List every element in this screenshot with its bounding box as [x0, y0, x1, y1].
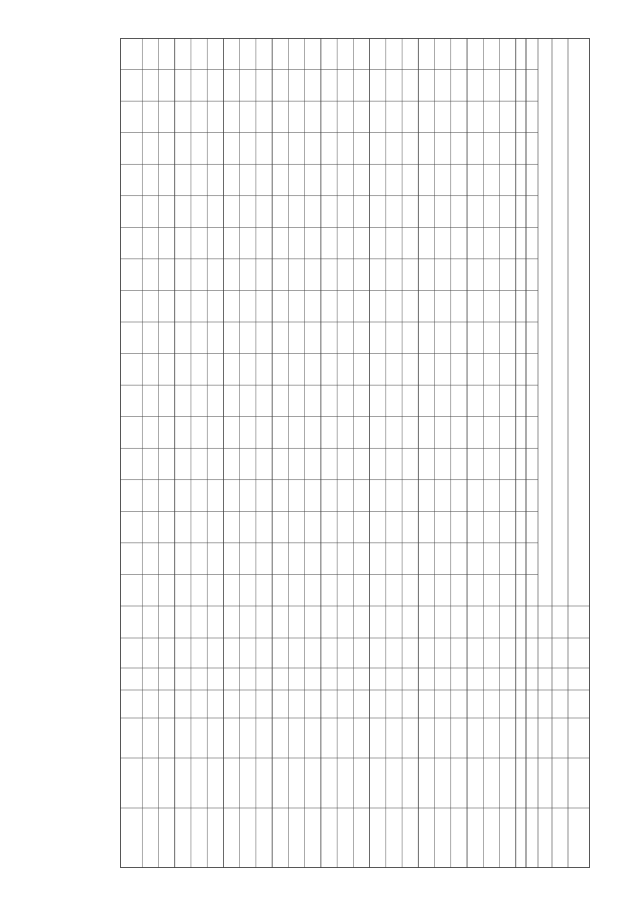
- table-grid: [120, 38, 590, 868]
- rotated-data-table: [120, 38, 590, 868]
- table-continuation-label: [596, 52, 620, 252]
- continuation-label-graphic: [596, 52, 620, 252]
